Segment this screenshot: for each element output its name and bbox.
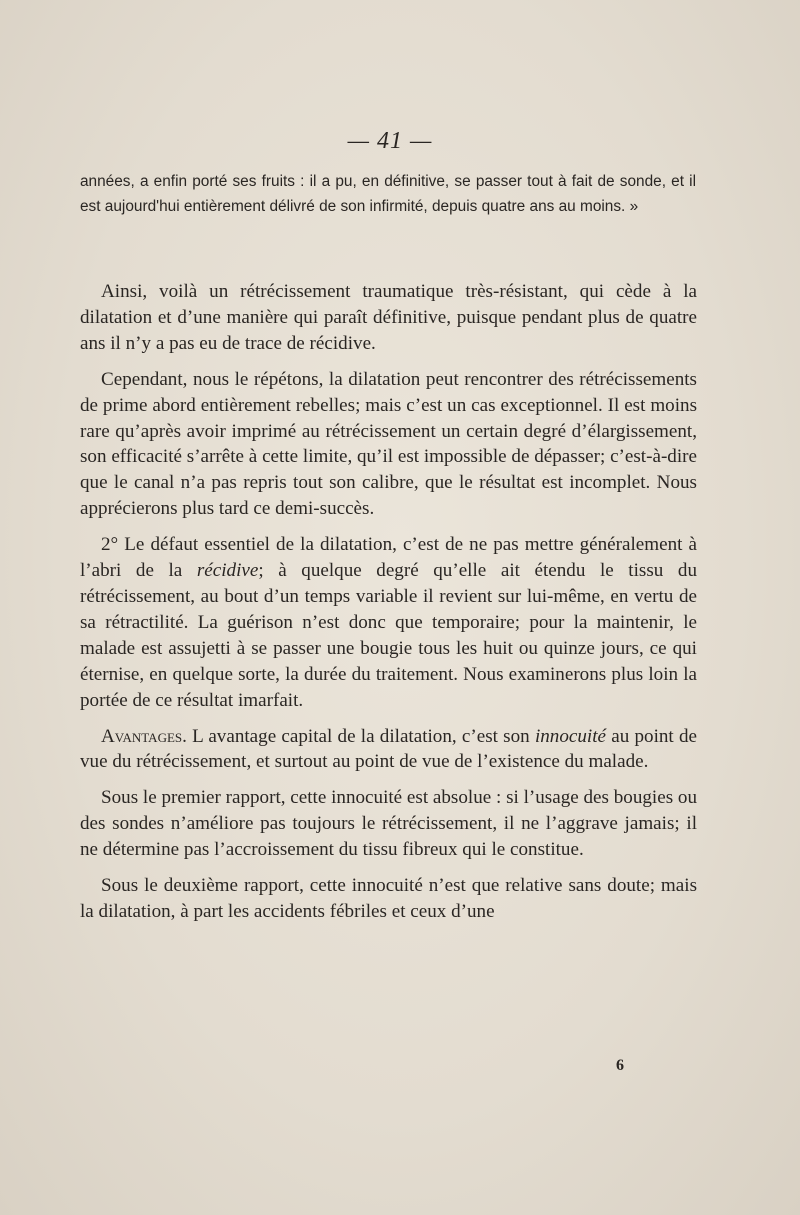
paragraph-2: Cependant, nous le répétons, la dilatation peut rencontrer des rétrécissements de prime abord entièrement rebelles; mais c’est un cas exceptionnel. Il est moins rare qu’après avoir imprimé au rétrécissement un certain degré d’élargissement, son efficacité s’arrête à cette limite, qu’il est impossible de dépasser; c’est-à-dire que le canal n’a pas repris tout son calibre, que le résultat est incomplet. Nous apprécierons plus tard ce demi-succès. (80, 368, 697, 520)
quote-continuation: années, a enfin porté ses fruits : il a pu, en définitive, se passer tout à fait de sonde, et il est aujourd'hui entièrement délivré de son infirmité, depuis quatre ans au moins. » (80, 173, 696, 215)
paragraph-4 (80, 724, 697, 776)
paragraph-5: Sous le premier rapport, cette innocuité est absolue : si l’usage des bougies ou des sondes n’améliore pas toujours le rétrécissement, il ne l’aggrave jamais; il ne détermine pas l’accroissement du tissu fibreux qui le constitue. (80, 787, 697, 861)
emphasis-recidive: récidive (196, 560, 259, 582)
signature-mark: 6 (616, 1057, 624, 1074)
body-text (80, 279, 697, 925)
page-number: — 41 — (347, 128, 433, 154)
paragraph-4-before: L avantage capital de la dilatation, c’est son (186, 725, 535, 747)
emphasis-innocuite: innocuité (534, 725, 606, 747)
section-heading-avantages: Avantages. (101, 725, 187, 747)
paragraph-4-after: au point de vue du rétrécissement, et surtout au point de vue de l’existence du malade. (80, 725, 697, 773)
paragraph-3-before: 2° Le défaut essentiel de la dilatation, c’est de ne pas mettre généralement à l’abri de la (80, 534, 697, 582)
paragraph-6: Sous le deuxième rapport, cette innocuité n’est que relative sans doute; mais la dilatation, à part les accidents fébriles et ceux d’une (80, 875, 697, 922)
paragraph-1: Ainsi, voilà un rétrécissement traumatique très-résistant, qui cède à la dilatation et d’une manière qui paraît définitive, puisque pendant plus de quatre ans il n’y a pas eu de trace de récidive. (80, 281, 697, 354)
paragraph-3-after: ; à quelque degré qu’elle ait étendu le tissu du rétrécissement, au bout d’un temps variable il revient sur lui-même, en vertu de sa rétractilité. La guérison n’est donc que temporaire; pour la maintenir, le malade est assujetti à se passer une bougie tous les huit ou quinze jours, ce qui éternise, en quelque sorte, la durée du traitement. Nous examinerons plus loin la portée de ce résultat imarfait. (80, 560, 697, 711)
paragraph-3 (80, 532, 697, 713)
